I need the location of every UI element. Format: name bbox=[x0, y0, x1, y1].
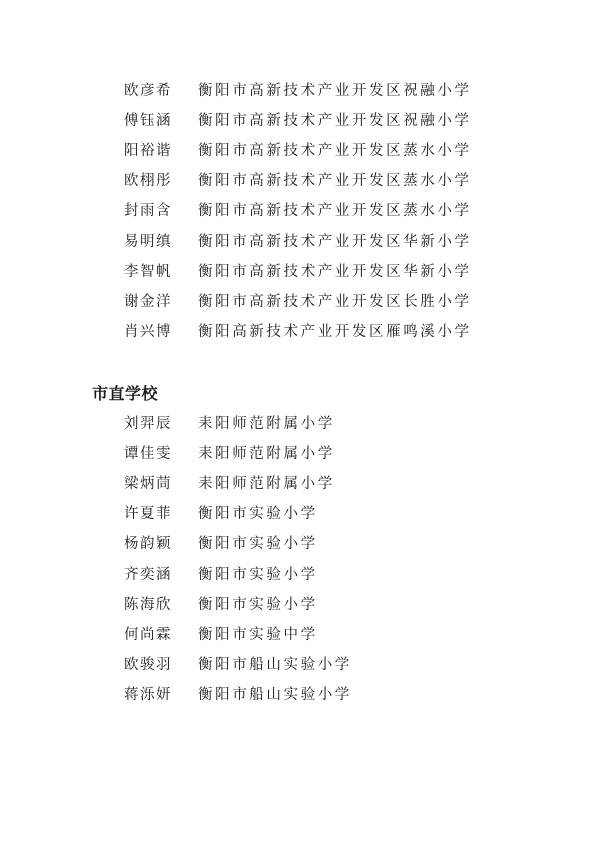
list-item bbox=[0, 439, 600, 469]
student-name: 梁炳茼 bbox=[124, 476, 172, 493]
student-name: 欧栩彤 bbox=[124, 173, 172, 190]
student-name: 杨韵颖 bbox=[124, 536, 172, 553]
list-item bbox=[0, 650, 600, 680]
student-name: 欧骏羽 bbox=[124, 656, 172, 673]
list-item bbox=[0, 560, 600, 590]
student-name: 齐奕涵 bbox=[124, 566, 172, 583]
school-name: 衡阳市高新技术产业开发区蒸水小学 bbox=[198, 143, 472, 160]
list-item bbox=[0, 620, 600, 650]
student-name: 陈海欣 bbox=[124, 596, 172, 613]
list-item bbox=[0, 469, 600, 499]
school-name: 耒阳师范附属小学 bbox=[198, 416, 335, 432]
list-item bbox=[0, 287, 600, 317]
list-item bbox=[0, 529, 600, 559]
student-name: 阳裕谐 bbox=[124, 143, 172, 160]
list-item bbox=[0, 106, 600, 136]
student-name: 谭佳雯 bbox=[124, 446, 172, 463]
school-name: 衡阳市实验小学 bbox=[198, 566, 318, 583]
section-title: 市直学校 bbox=[92, 384, 159, 403]
school-name: 衡阳高新技术产业开发区雁鸣溪小学 bbox=[198, 323, 472, 340]
list-item bbox=[0, 257, 600, 287]
student-name: 欧彦希 bbox=[124, 83, 172, 99]
list-item bbox=[0, 166, 600, 196]
student-name: 李智帆 bbox=[124, 263, 172, 280]
school-name: 衡阳市实验小学 bbox=[198, 596, 318, 613]
student-name: 易明缜 bbox=[124, 233, 172, 250]
list-item bbox=[0, 317, 600, 347]
student-name: 蒋泺妍 bbox=[124, 686, 172, 703]
student-name: 肖兴博 bbox=[124, 323, 172, 340]
school-name: 衡阳市实验小学 bbox=[198, 536, 318, 553]
list-item bbox=[0, 409, 600, 439]
student-name: 封雨含 bbox=[124, 203, 172, 220]
list-item bbox=[0, 499, 600, 529]
list-item bbox=[0, 196, 600, 226]
school-name: 耒阳师范附属小学 bbox=[198, 446, 335, 463]
student-name: 许夏菲 bbox=[124, 506, 172, 523]
list-item bbox=[0, 227, 600, 257]
list-item bbox=[0, 76, 600, 106]
list-item bbox=[0, 136, 600, 166]
school-name: 衡阳市高新技术产业开发区华新小学 bbox=[198, 233, 472, 250]
student-name: 何尚霖 bbox=[124, 626, 172, 643]
school-name: 衡阳市船山实验小学 bbox=[198, 656, 352, 673]
school-name: 衡阳市实验小学 bbox=[198, 506, 318, 523]
school-name: 衡阳市高新技术产业开发区祝融小学 bbox=[198, 113, 472, 130]
student-name: 谢金洋 bbox=[124, 293, 172, 310]
school-name: 衡阳市实验中学 bbox=[198, 626, 318, 643]
school-name: 衡阳市高新技术产业开发区长胜小学 bbox=[198, 293, 472, 310]
school-name: 耒阳师范附属小学 bbox=[198, 476, 335, 493]
list-item bbox=[0, 590, 600, 620]
school-name: 衡阳市高新技术产业开发区蒸水小学 bbox=[198, 173, 472, 190]
student-name: 傅钰涵 bbox=[124, 113, 172, 130]
list-item bbox=[0, 680, 600, 710]
student-name: 刘羿辰 bbox=[124, 416, 172, 432]
school-name: 衡阳市高新技术产业开发区华新小学 bbox=[198, 263, 472, 280]
school-name: 衡阳市高新技术产业开发区祝融小学 bbox=[198, 83, 472, 99]
school-name: 衡阳市高新技术产业开发区蒸水小学 bbox=[198, 203, 472, 220]
school-name: 衡阳市船山实验小学 bbox=[198, 686, 352, 703]
